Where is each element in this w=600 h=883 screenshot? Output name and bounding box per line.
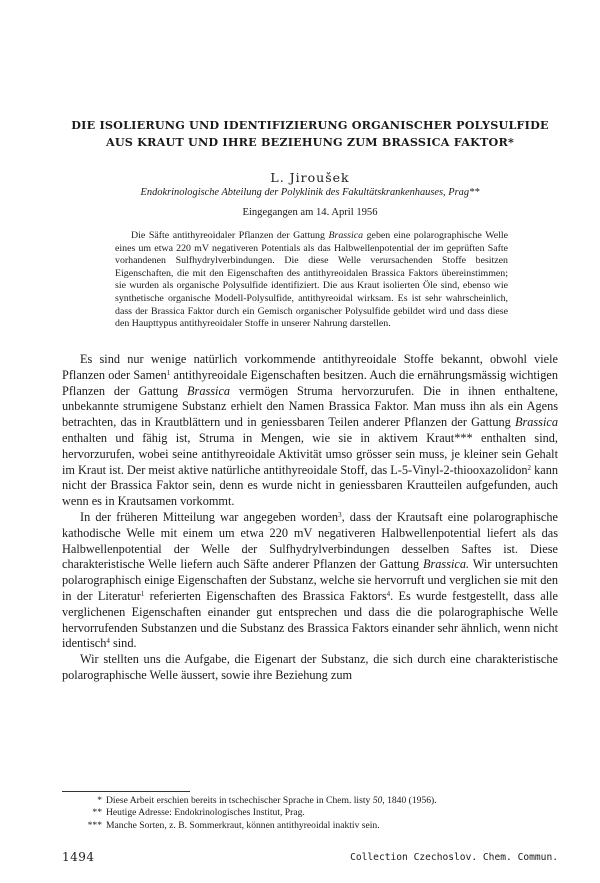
title-line-2: AUS KRAUT UND IHRE BEZIEHUNG ZUM BRASSICA FAKTOR* [105, 135, 515, 149]
abstract-genus: Brassica [328, 230, 364, 241]
body-text [62, 352, 558, 684]
text-run: referierten Eigenschaften des Brassica Faktors [144, 588, 387, 603]
genus-name: Brassica [187, 383, 231, 398]
footnote-text: Manche Sorten, z. B. Sommerkraut, können antithyreoidal inaktiv sein. [106, 819, 380, 831]
author-affiliation: Endokrinologische Abteilung der Polyklinik des Fakultätskrankenhauses, Prag** [140, 187, 480, 198]
text-run: kann nicht der Brassica Faktor sein, denn es wurde nicht in geniessbaren Krautteilen aufgefunden, auch wenn es in Krautsamen vorkommt. [62, 462, 559, 509]
abstract [115, 230, 508, 331]
footnote-divider [62, 791, 190, 792]
text-run: . Es wurde festgestellt, dass alle verglichenen Eigenschaften einander gut entsprechen und dass die die polarographische Welle hervorrufenden Substanzen und die Substanz des Brassica Faktors einander sehr ähnlich, wenn nicht identisch [62, 588, 558, 651]
reference-marker: 4 [106, 637, 110, 646]
footnotes [62, 795, 558, 832]
reference-marker: 1 [166, 368, 171, 377]
footnote-1 [62, 795, 558, 807]
text-run: sind. [109, 636, 137, 651]
genus-name: Brassica. [422, 557, 470, 572]
genus-name: Brassica [514, 415, 558, 430]
reference-marker: 2 [527, 463, 532, 472]
footnote-3 [62, 820, 558, 832]
text-run: , dass der Krautsaft eine polarographische kathodische Welle mit einem um etwa 220 mV negativeren Halbwellenpotential liefert als das Halbwellenpotential der Welle der Sulfhydrylverbindungen desselben Saftes ist. Diese charakteristische Welle liefern auch Säfte anderer Pflanzen der Gattung [62, 509, 558, 572]
footnote-text: Heutige Adresse: Endokrinologisches Institut, Prag. [106, 807, 305, 819]
footnote-text: Diese Arbeit erschien bereits in tschechischer Sprache in Chem. listy [106, 795, 373, 806]
footnote-mark: *** [87, 819, 102, 831]
received-date: Eingegangen am 14. April 1956 [242, 207, 378, 218]
paragraph-2 [62, 510, 558, 652]
footnote-volume: 50, [372, 795, 385, 806]
text-run: vermögen Struma hervorzurufen. Die in ihnen enthaltene, unbekannte strumigene Substanz erhielt den Namen Brassica Faktor. Man muss ihn als ein Agens betrachten, das in Krautblättern und in geniessbaren Teilen anderer Pflanzen der Gattung [62, 383, 559, 430]
footnote-2 [62, 807, 558, 819]
page-number: 1494 [62, 850, 95, 864]
paragraph-3: Wir stellten uns die Aufgabe, die Eigenart der Substanz, die sich durch eine charakteristische polarographische Welle äussert, sowie ihre Beziehung zum [62, 652, 558, 682]
reference-marker: 4 [386, 589, 391, 598]
text-run: antithyreoidale Eigenschaften besitzen. Auch die ernährungsmässig wichtigen Pflanzen der Gattung [62, 367, 558, 398]
text-run: Es sind nur wenige natürlich vorkommende antithyreoidale Stoffe bekannt, obwohl viele Pflanzen oder Samen [62, 352, 558, 382]
text-run: Wir untersuchten polarographisch einige Eigenschaften der Substanz, welche sie hervorruft und verglichen sie mit den in der Literatur [62, 557, 558, 603]
reference-marker: 3 [338, 510, 342, 519]
reference-marker: 1 [140, 589, 145, 598]
paragraph-1 [62, 352, 558, 510]
abstract-text: Die Säfte antithyreoidaler Pflanzen der Gattung [131, 230, 329, 241]
author-name: L. Jiroušek [270, 170, 350, 185]
abstract-text: geben eine polarographische Welle eines um etwa 220 mV negativeren Potentials als das Halbwellenpotential der im geprüften Safte vorhandenen Sulfhydrylverbindungen. Die diese Welle verursachenden Stoffe besitzen Eigenschaften, die mit den Eigenschaften des antithyreoidalen Brassica Faktors übereinstimmen; sie wurden als organische Polysulfide identifiziert. Die aus Kraut isolierten Öle sind, ebenso wie synthetische organische Modell-Polysulfide, antithyreoidal wirksam. Es ist sehr wahrscheinlich, dass der Brassica Faktor durch ein Gemisch organischer Polysulfide gebildet wird und dass diese den Haupttypus antithyreoidaler Stoffe in unserer Nahrung darstellen. [115, 230, 508, 330]
footnote-mark: * [97, 795, 102, 806]
article-title [60, 117, 560, 151]
footnote-text: 1840 (1956). [384, 795, 437, 806]
journal-name: Collection Czechoslov. Chem. Commun. [350, 852, 558, 863]
title-line-1: DIE ISOLIERUNG UND IDENTIFIZIERUNG ORGANISCHER POLYSULFIDE [71, 118, 549, 132]
text-run: enthalten und fähig ist, Struma in Mengen, wie sie in aktivem Kraut*** enthalten sind, hervorzurufen, wobei seine antithyreoidale Aktivität umso grösser sein muss, je kleiner sein Gehalt im Kraut ist. Der meist aktive natürliche antithyreoidale Stoff, das L-5-Vinyl-2-thiooxazolidon [62, 430, 558, 477]
footnote-mark: ** [92, 807, 102, 819]
text-run: In der früheren Mitteilung war angegeben worden [80, 509, 339, 524]
